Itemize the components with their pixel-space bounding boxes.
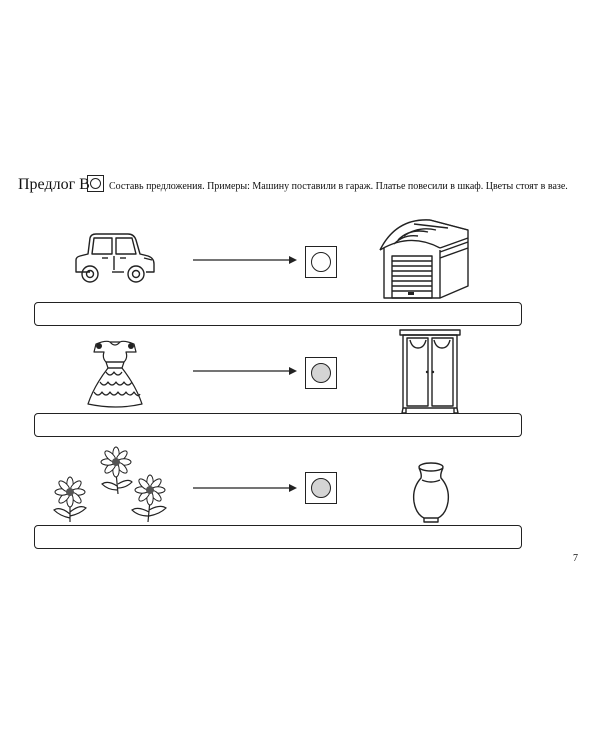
- arrow-icon: [193, 365, 298, 377]
- answer-field[interactable]: [34, 302, 522, 326]
- arrow-icon: [193, 482, 298, 494]
- answer-field[interactable]: [34, 413, 522, 437]
- arrow-icon: [193, 254, 298, 266]
- preposition-v-symbol: [305, 246, 337, 278]
- preposition-v-symbol: [305, 357, 337, 389]
- vase-icon: [408, 460, 454, 524]
- garage-icon: [374, 214, 474, 302]
- preposition-v-symbol: [305, 472, 337, 504]
- car-icon: [68, 230, 160, 292]
- instructions-text: Составь предложения. Примеры: Машину поставили в гараж. Платье повесили в шкаф. Цветы стоят в вазе.: [109, 181, 568, 192]
- answer-field[interactable]: [34, 525, 522, 549]
- preposition-symbol-icon: [87, 175, 104, 192]
- worksheet-header: [18, 175, 588, 199]
- flowers-icon: [46, 442, 176, 526]
- wardrobe-icon: [398, 326, 462, 416]
- page-number: 7: [573, 553, 578, 564]
- page-title: Предлог В: [18, 176, 90, 193]
- dress-icon: [84, 338, 146, 410]
